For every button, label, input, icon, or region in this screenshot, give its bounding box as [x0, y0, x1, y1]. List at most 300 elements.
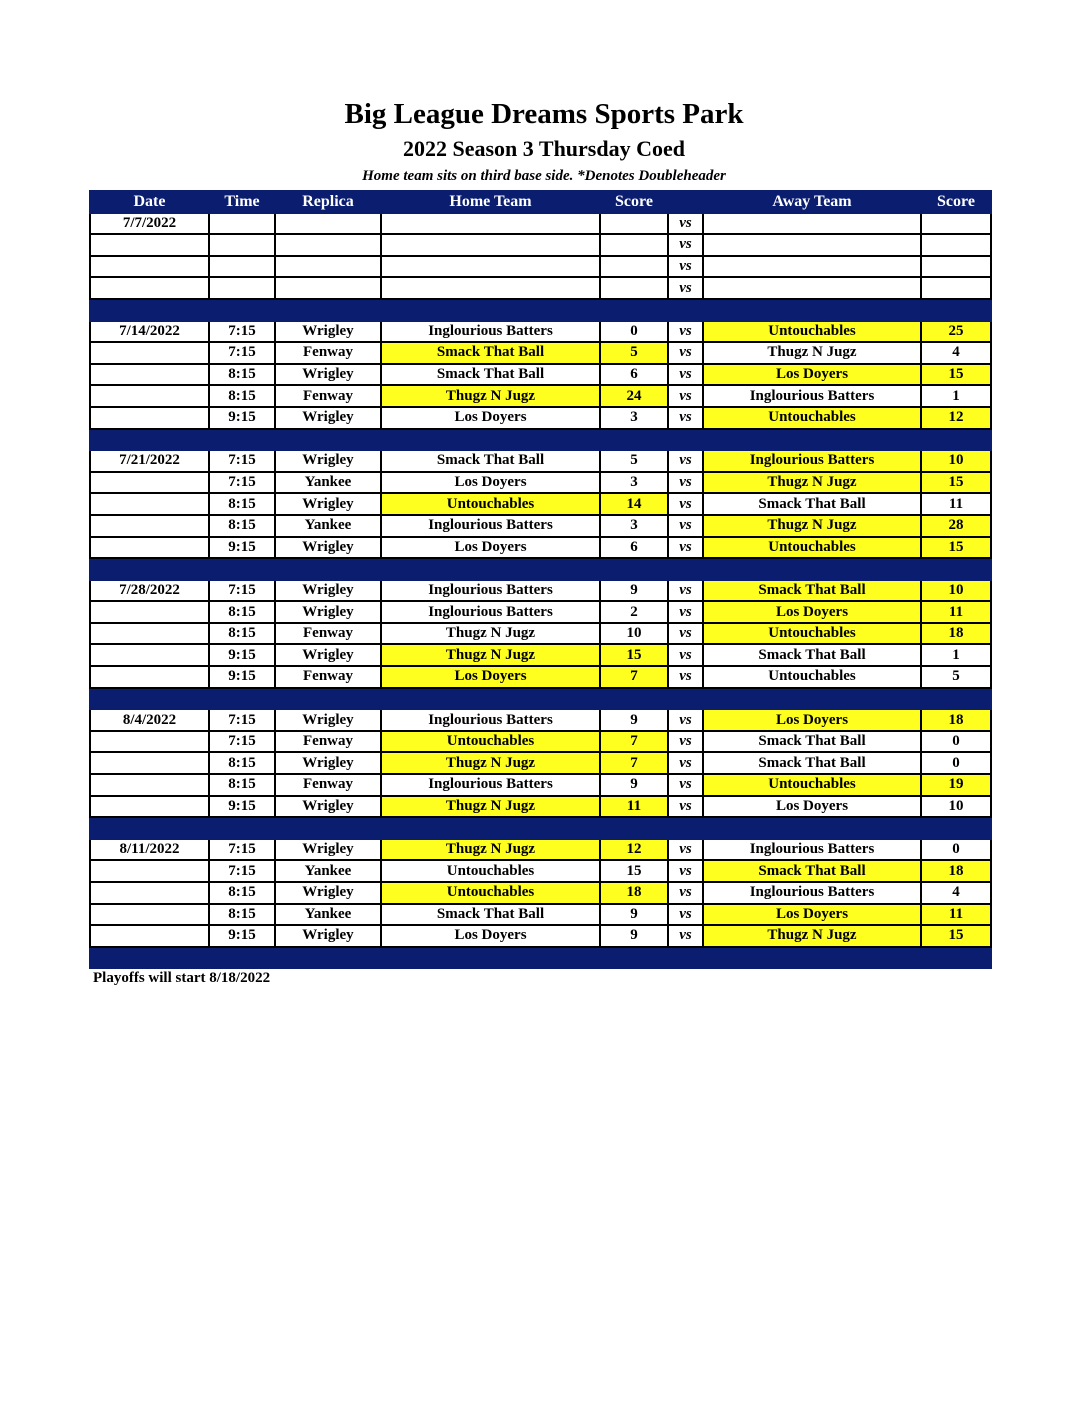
game-date — [90, 493, 209, 515]
game-time — [209, 234, 275, 256]
away-score: 0 — [921, 731, 991, 753]
game-date: 7/28/2022 — [90, 580, 209, 602]
game-field: Fenway — [275, 666, 381, 688]
game-time: 8:15 — [209, 364, 275, 386]
week-separator — [90, 299, 991, 321]
game-field: Wrigley — [275, 839, 381, 861]
vs-label: vs — [668, 256, 703, 278]
separator-cell — [381, 558, 600, 580]
away-team: Los Doyers — [703, 709, 921, 731]
game-field: Yankee — [275, 860, 381, 882]
separator-cell — [600, 947, 668, 969]
separator-cell — [381, 947, 600, 969]
game-date — [90, 472, 209, 494]
table-row — [90, 860, 991, 882]
game-field — [275, 256, 381, 278]
game-field: Wrigley — [275, 882, 381, 904]
vs-label: vs — [668, 472, 703, 494]
game-date — [90, 731, 209, 753]
away-score — [921, 213, 991, 235]
table-row — [90, 472, 991, 494]
table-row — [90, 925, 991, 947]
table-row — [90, 580, 991, 602]
table-row — [90, 752, 991, 774]
home-score: 12 — [600, 839, 668, 861]
game-field: Wrigley — [275, 321, 381, 343]
game-date — [90, 537, 209, 559]
game-field: Wrigley — [275, 752, 381, 774]
game-time: 7:15 — [209, 709, 275, 731]
home-score: 2 — [600, 601, 668, 623]
game-time: 8:15 — [209, 623, 275, 645]
vs-label: vs — [668, 860, 703, 882]
home-score: 0 — [600, 321, 668, 343]
away-score: 15 — [921, 472, 991, 494]
game-date — [90, 644, 209, 666]
home-score: 14 — [600, 493, 668, 515]
away-team: Untouchables — [703, 537, 921, 559]
separator-cell — [921, 299, 991, 321]
game-date: 8/4/2022 — [90, 709, 209, 731]
game-date — [90, 342, 209, 364]
home-team: Los Doyers — [381, 472, 600, 494]
away-team: Untouchables — [703, 623, 921, 645]
table-row — [90, 493, 991, 515]
vs-label: vs — [668, 537, 703, 559]
game-date — [90, 256, 209, 278]
separator-cell — [600, 688, 668, 710]
table-row — [90, 623, 991, 645]
away-team: Thugz N Jugz — [703, 515, 921, 537]
separator-cell — [90, 558, 209, 580]
separator-cell — [668, 688, 703, 710]
vs-label: vs — [668, 321, 703, 343]
away-score: 10 — [921, 450, 991, 472]
separator-cell — [90, 429, 209, 451]
table-row — [90, 385, 991, 407]
away-score: 1 — [921, 385, 991, 407]
table-row — [90, 342, 991, 364]
game-date — [90, 925, 209, 947]
vs-label: vs — [668, 925, 703, 947]
away-score: 11 — [921, 904, 991, 926]
away-score: 28 — [921, 515, 991, 537]
separator-cell — [209, 688, 275, 710]
separator-cell — [668, 817, 703, 839]
page-subtitle: 2022 Season 3 Thursday Coed — [403, 136, 685, 161]
home-score: 11 — [600, 796, 668, 818]
vs-label: vs — [668, 666, 703, 688]
game-date — [90, 407, 209, 429]
separator-cell — [209, 947, 275, 969]
game-field: Yankee — [275, 472, 381, 494]
home-score: 5 — [600, 342, 668, 364]
vs-label: vs — [668, 450, 703, 472]
separator-cell — [381, 817, 600, 839]
home-team: Thugz N Jugz — [381, 796, 600, 818]
game-field: Yankee — [275, 515, 381, 537]
game-time: 8:15 — [209, 882, 275, 904]
game-time: 8:15 — [209, 493, 275, 515]
separator-cell — [209, 817, 275, 839]
away-score — [921, 234, 991, 256]
separator-cell — [275, 558, 381, 580]
away-team: Inglourious Batters — [703, 839, 921, 861]
separator-cell — [90, 947, 209, 969]
table-row — [90, 450, 991, 472]
away-team — [703, 277, 921, 299]
table-row — [90, 709, 991, 731]
separator-cell — [703, 558, 921, 580]
game-time — [209, 213, 275, 235]
game-time: 8:15 — [209, 385, 275, 407]
separator-cell — [381, 688, 600, 710]
table-row — [90, 644, 991, 666]
table-row — [90, 796, 991, 818]
separator-cell — [90, 688, 209, 710]
game-time: 8:15 — [209, 752, 275, 774]
game-date — [90, 623, 209, 645]
game-field: Wrigley — [275, 580, 381, 602]
table-row — [90, 407, 991, 429]
separator-cell — [600, 558, 668, 580]
separator-cell — [600, 817, 668, 839]
home-team: Los Doyers — [381, 666, 600, 688]
home-team: Thugz N Jugz — [381, 839, 600, 861]
home-score: 5 — [600, 450, 668, 472]
table-row — [90, 515, 991, 537]
game-field: Fenway — [275, 774, 381, 796]
game-time: 9:15 — [209, 925, 275, 947]
vs-label: vs — [668, 385, 703, 407]
col-header-time: Time — [209, 191, 275, 213]
home-score — [600, 256, 668, 278]
away-score: 18 — [921, 709, 991, 731]
home-score: 3 — [600, 472, 668, 494]
week-separator — [90, 429, 991, 451]
home-score: 9 — [600, 580, 668, 602]
home-team: Los Doyers — [381, 407, 600, 429]
game-field: Wrigley — [275, 709, 381, 731]
table-row — [90, 731, 991, 753]
vs-label: vs — [668, 234, 703, 256]
home-team: Untouchables — [381, 493, 600, 515]
vs-label: vs — [668, 342, 703, 364]
col-header-replica: Replica — [275, 191, 381, 213]
separator-cell — [703, 947, 921, 969]
separator-cell — [921, 817, 991, 839]
game-time: 7:15 — [209, 450, 275, 472]
schedule-table — [89, 190, 992, 969]
table-row — [90, 882, 991, 904]
home-team — [381, 256, 600, 278]
away-score: 1 — [921, 644, 991, 666]
away-team — [703, 213, 921, 235]
away-team: Inglourious Batters — [703, 882, 921, 904]
away-score — [921, 256, 991, 278]
away-team — [703, 256, 921, 278]
separator-cell — [209, 558, 275, 580]
away-team: Untouchables — [703, 774, 921, 796]
schedule-note: Home team sits on third base side. *Denotes Doubleheader — [362, 168, 726, 184]
game-time — [209, 256, 275, 278]
home-score: 7 — [600, 666, 668, 688]
separator-cell — [275, 299, 381, 321]
separator-cell — [600, 299, 668, 321]
away-team: Smack That Ball — [703, 860, 921, 882]
vs-label: vs — [668, 623, 703, 645]
game-field — [275, 277, 381, 299]
game-time: 8:15 — [209, 904, 275, 926]
home-team — [381, 234, 600, 256]
game-date — [90, 752, 209, 774]
home-score: 3 — [600, 515, 668, 537]
game-field: Fenway — [275, 342, 381, 364]
home-team: Inglourious Batters — [381, 709, 600, 731]
home-score — [600, 213, 668, 235]
separator-cell — [381, 299, 600, 321]
away-score: 11 — [921, 601, 991, 623]
game-date — [90, 385, 209, 407]
game-time: 7:15 — [209, 860, 275, 882]
separator-cell — [703, 688, 921, 710]
game-date: 7/7/2022 — [90, 213, 209, 235]
home-score: 9 — [600, 709, 668, 731]
away-score: 0 — [921, 839, 991, 861]
home-score — [600, 277, 668, 299]
home-team: Inglourious Batters — [381, 601, 600, 623]
vs-label: vs — [668, 580, 703, 602]
week-separator — [90, 558, 991, 580]
home-team: Inglourious Batters — [381, 321, 600, 343]
away-score: 25 — [921, 321, 991, 343]
vs-label: vs — [668, 213, 703, 235]
home-score: 7 — [600, 731, 668, 753]
home-team: Thugz N Jugz — [381, 623, 600, 645]
table-header-row — [90, 191, 991, 213]
table-row — [90, 774, 991, 796]
vs-label: vs — [668, 601, 703, 623]
home-score: 9 — [600, 904, 668, 926]
separator-cell — [703, 817, 921, 839]
game-date — [90, 601, 209, 623]
playoffs-note: Playoffs will start 8/18/2022 — [93, 970, 271, 986]
game-field: Wrigley — [275, 601, 381, 623]
away-score: 18 — [921, 860, 991, 882]
table-row — [90, 321, 991, 343]
week-separator — [90, 947, 991, 969]
away-team: Los Doyers — [703, 601, 921, 623]
table-row — [90, 666, 991, 688]
separator-cell — [275, 817, 381, 839]
home-team: Los Doyers — [381, 925, 600, 947]
game-field — [275, 234, 381, 256]
vs-label: vs — [668, 709, 703, 731]
separator-cell — [275, 429, 381, 451]
away-team — [703, 234, 921, 256]
away-team: Los Doyers — [703, 364, 921, 386]
home-team: Inglourious Batters — [381, 515, 600, 537]
col-header-vs — [668, 191, 703, 213]
game-date — [90, 882, 209, 904]
home-team: Thugz N Jugz — [381, 385, 600, 407]
away-score: 12 — [921, 407, 991, 429]
separator-cell — [921, 558, 991, 580]
game-field — [275, 213, 381, 235]
home-score: 9 — [600, 925, 668, 947]
home-score: 6 — [600, 537, 668, 559]
separator-cell — [921, 429, 991, 451]
away-team: Inglourious Batters — [703, 450, 921, 472]
home-score: 15 — [600, 860, 668, 882]
game-field: Wrigley — [275, 796, 381, 818]
home-score — [600, 234, 668, 256]
home-team — [381, 213, 600, 235]
vs-label: vs — [668, 515, 703, 537]
table-row — [90, 234, 991, 256]
game-date — [90, 904, 209, 926]
home-score: 6 — [600, 364, 668, 386]
vs-label: vs — [668, 731, 703, 753]
game-field: Wrigley — [275, 450, 381, 472]
page-title: Big League Dreams Sports Park — [344, 98, 744, 130]
game-date: 7/14/2022 — [90, 321, 209, 343]
col-header-away-team: Away Team — [703, 191, 921, 213]
separator-cell — [921, 947, 991, 969]
game-field: Fenway — [275, 731, 381, 753]
game-time: 7:15 — [209, 321, 275, 343]
away-score: 15 — [921, 537, 991, 559]
separator-cell — [668, 558, 703, 580]
col-header-home-score: Score — [600, 191, 668, 213]
vs-label: vs — [668, 796, 703, 818]
vs-label: vs — [668, 882, 703, 904]
week-separator — [90, 817, 991, 839]
away-score: 19 — [921, 774, 991, 796]
game-field: Wrigley — [275, 364, 381, 386]
home-team: Thugz N Jugz — [381, 752, 600, 774]
game-time: 9:15 — [209, 796, 275, 818]
col-header-date: Date — [90, 191, 209, 213]
vs-label: vs — [668, 364, 703, 386]
away-team: Smack That Ball — [703, 731, 921, 753]
separator-cell — [668, 429, 703, 451]
away-score: 4 — [921, 342, 991, 364]
away-team: Los Doyers — [703, 796, 921, 818]
game-field: Fenway — [275, 623, 381, 645]
away-team: Untouchables — [703, 321, 921, 343]
home-score: 24 — [600, 385, 668, 407]
vs-label: vs — [668, 493, 703, 515]
away-score: 15 — [921, 364, 991, 386]
separator-cell — [668, 299, 703, 321]
schedule-body — [90, 213, 991, 969]
away-team: Untouchables — [703, 666, 921, 688]
game-time: 8:15 — [209, 515, 275, 537]
separator-cell — [90, 299, 209, 321]
vs-label: vs — [668, 752, 703, 774]
away-score: 11 — [921, 493, 991, 515]
home-team: Smack That Ball — [381, 450, 600, 472]
game-time: 9:15 — [209, 666, 275, 688]
home-team: Smack That Ball — [381, 342, 600, 364]
home-team: Inglourious Batters — [381, 580, 600, 602]
game-field: Yankee — [275, 904, 381, 926]
away-team: Smack That Ball — [703, 580, 921, 602]
home-score: 7 — [600, 752, 668, 774]
away-score: 15 — [921, 925, 991, 947]
game-time — [209, 277, 275, 299]
away-team: Smack That Ball — [703, 493, 921, 515]
game-date — [90, 666, 209, 688]
game-field: Wrigley — [275, 407, 381, 429]
away-score: 10 — [921, 796, 991, 818]
away-team: Thugz N Jugz — [703, 472, 921, 494]
away-score: 18 — [921, 623, 991, 645]
away-score — [921, 277, 991, 299]
separator-cell — [275, 688, 381, 710]
game-field: Wrigley — [275, 493, 381, 515]
away-score: 10 — [921, 580, 991, 602]
game-date — [90, 364, 209, 386]
table-row — [90, 277, 991, 299]
game-field: Fenway — [275, 385, 381, 407]
home-team: Los Doyers — [381, 537, 600, 559]
home-score: 15 — [600, 644, 668, 666]
home-score: 9 — [600, 774, 668, 796]
home-score: 10 — [600, 623, 668, 645]
week-separator — [90, 688, 991, 710]
separator-cell — [921, 688, 991, 710]
game-date: 8/11/2022 — [90, 839, 209, 861]
home-team: Untouchables — [381, 882, 600, 904]
game-field: Wrigley — [275, 537, 381, 559]
vs-label: vs — [668, 644, 703, 666]
game-time: 8:15 — [209, 601, 275, 623]
game-time: 7:15 — [209, 580, 275, 602]
separator-cell — [668, 947, 703, 969]
separator-cell — [600, 429, 668, 451]
separator-cell — [90, 817, 209, 839]
game-date — [90, 234, 209, 256]
vs-label: vs — [668, 904, 703, 926]
home-team: Inglourious Batters — [381, 774, 600, 796]
away-team: Smack That Ball — [703, 644, 921, 666]
vs-label: vs — [668, 277, 703, 299]
game-date: 7/21/2022 — [90, 450, 209, 472]
home-score: 18 — [600, 882, 668, 904]
separator-cell — [703, 299, 921, 321]
away-team: Los Doyers — [703, 904, 921, 926]
away-team: Smack That Ball — [703, 752, 921, 774]
away-team: Inglourious Batters — [703, 385, 921, 407]
home-team: Untouchables — [381, 860, 600, 882]
game-field: Wrigley — [275, 925, 381, 947]
separator-cell — [703, 429, 921, 451]
separator-cell — [209, 429, 275, 451]
separator-cell — [209, 299, 275, 321]
game-field: Wrigley — [275, 644, 381, 666]
table-row — [90, 839, 991, 861]
table-row — [90, 601, 991, 623]
home-score: 3 — [600, 407, 668, 429]
col-header-away-score: Score — [921, 191, 991, 213]
vs-label: vs — [668, 839, 703, 861]
game-time: 9:15 — [209, 537, 275, 559]
away-score: 0 — [921, 752, 991, 774]
table-row — [90, 904, 991, 926]
game-time: 7:15 — [209, 472, 275, 494]
